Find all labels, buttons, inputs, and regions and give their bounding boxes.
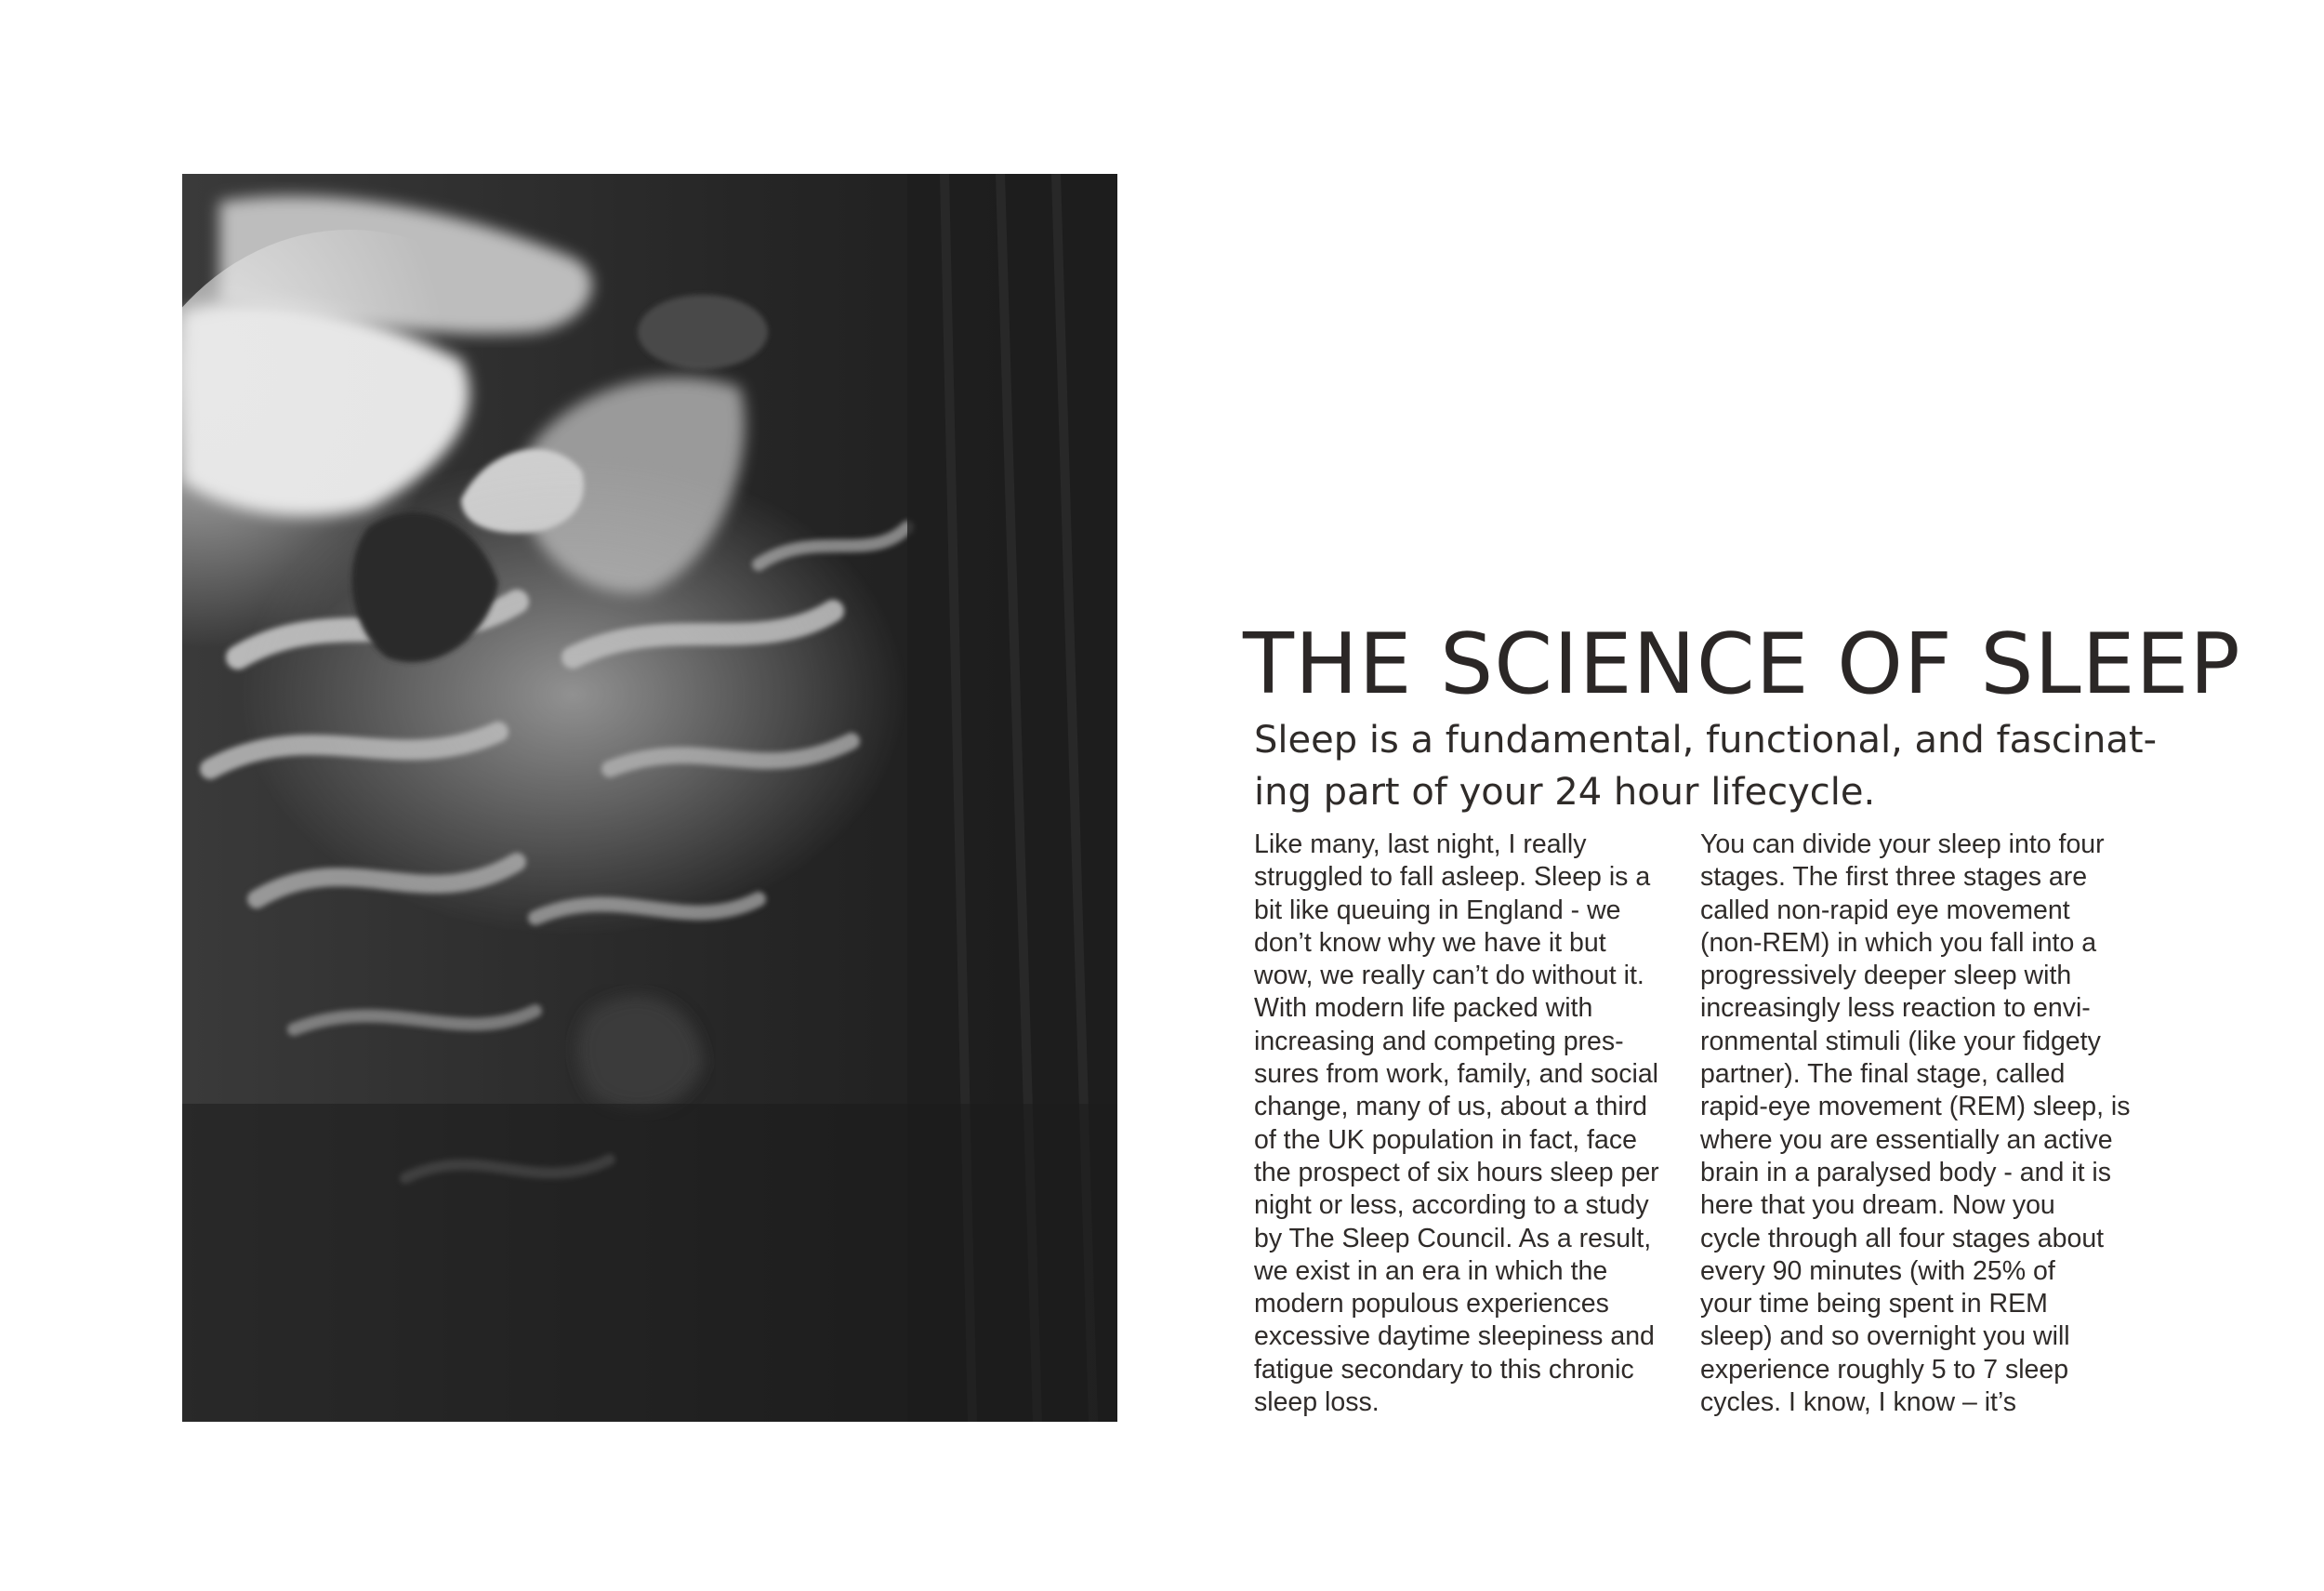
subtitle-line: Sleep is a fundamental, functional, and fascinat- (1254, 719, 2158, 762)
body-line: where you are essentially an active (1700, 1124, 2113, 1155)
body-line: called non-rapid eye movement (1700, 895, 2070, 925)
body-line: You can divide your sleep into four (1700, 829, 2105, 859)
article-title: THE SCIENCE OF SLEEP (1243, 616, 2241, 713)
body-line: progressively deeper sleep with (1700, 961, 2072, 991)
article-subtitle (1254, 714, 2158, 818)
body-line: increasing and competing pres- (1254, 1026, 1624, 1056)
body-line: brain in a paralysed body - and it is (1700, 1157, 2112, 1187)
sleeping-figure-photo (182, 174, 1117, 1422)
body-line: Like many, last night, I really (1254, 829, 1587, 859)
bed-illustration (182, 174, 1117, 1422)
body-line: sures from work, family, and social (1254, 1059, 1659, 1090)
body-line: excessive daytime sleepiness and (1254, 1321, 1655, 1352)
body-line: change, many of us, about a third (1254, 1092, 1648, 1122)
body-line: increasingly less reaction to envi- (1700, 993, 2091, 1024)
body-line: sleep loss. (1254, 1387, 1380, 1418)
body-line: every 90 minutes (with 25% of (1700, 1255, 2055, 1286)
body-line: we exist in an era in which the (1254, 1255, 1608, 1286)
body-line: rapid-eye movement (REM) sleep, is (1700, 1092, 2131, 1122)
body-line: partner). The final stage, called (1700, 1059, 2066, 1090)
body-column-right (1700, 829, 2137, 1419)
body-line: (non-REM) in which you fall into a (1700, 927, 2097, 958)
body-line: of the UK population in fact, face (1254, 1124, 1637, 1155)
body-line: cycle through all four stages about (1700, 1223, 2105, 1253)
body-line: fatigue secondary to this chronic (1254, 1354, 1634, 1385)
body-line: by The Sleep Council. As a result, (1254, 1223, 1652, 1253)
body-line: your time being spent in REM (1700, 1289, 2048, 1319)
body-line: the prospect of six hours sleep per (1254, 1157, 1659, 1187)
body-line: struggled to fall asleep. Sleep is a (1254, 862, 1651, 893)
body-line: night or less, according to a study (1254, 1190, 1649, 1221)
body-line: bit like queuing in England - we (1254, 895, 1621, 925)
body-line: With modern life packed with (1254, 993, 1593, 1024)
body-line: experience roughly 5 to 7 sleep (1700, 1354, 2069, 1385)
body-line: cycles. I know, I know – it’s (1700, 1387, 2017, 1418)
body-line: wow, we really can’t do without it. (1254, 961, 1644, 991)
body-line: ronmental stimuli (like your fidgety (1700, 1026, 2101, 1056)
subtitle-line: ing part of your 24 hour lifecycle. (1254, 771, 1876, 814)
body-column-left (1254, 829, 1691, 1419)
body-line: don’t know why we have it but (1254, 927, 1606, 958)
body-line: sleep) and so overnight you will (1700, 1321, 2070, 1352)
body-line: here that you dream. Now you (1700, 1190, 2055, 1221)
body-line: stages. The first three stages are (1700, 862, 2088, 893)
body-line: modern populous experiences (1254, 1289, 1609, 1319)
